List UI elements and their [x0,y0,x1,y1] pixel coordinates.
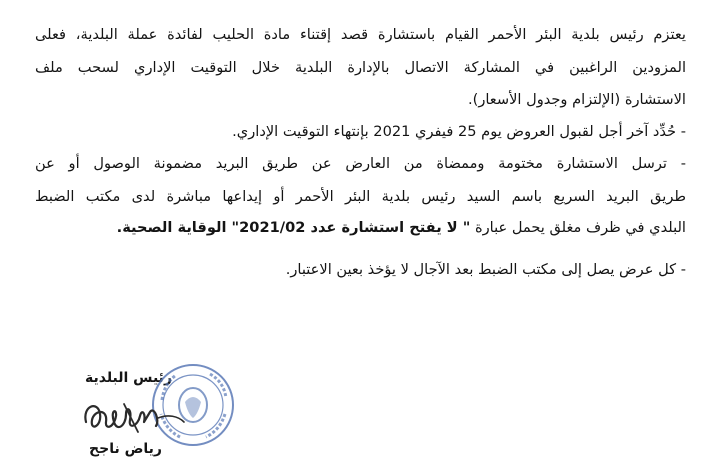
envelope-label-bold: " لا يفتح استشارة عدد 2021/02" الوقاية الصحية. [116,219,471,236]
signatory-title: رئيس البلدية [84,370,172,386]
deadline-line: - حُدِّد آخر أجل لقبول العروض يوم 25 فيفري 2021 بإنتهاء التوقيت الإداري. [232,123,686,140]
signatory-name: رياض ناجح [89,441,162,457]
late-offers-line: - كل عرض يصل إلى مكتب الضبط بعد الآجال لا يؤخذ بعين الاعتبار. [285,261,686,278]
envelope-text: البلدي في ظرف مغلق يحمل عبارة [474,219,686,236]
envelope-line [117,218,686,238]
submission-line-2: طريق البريد السريع باسم السيد رئيس بلدية البئر الأحمر أو إيداعها مباشرة لدى مكتب الضبط [35,188,686,205]
handwritten-signature-icon [80,392,190,440]
body-line-1: يعتزم رئيس بلدية البئر الأحمر القيام باستشارة قصد إقتناء مادة الحليب لفائدة عملة البلدية، فعلى [35,26,686,43]
submission-line-1: - ترسل الاستشارة مختومة وممضاة من العارض عن طريق البريد مضمونة الوصول أو عن [35,155,686,172]
body-line-3: الاستشارة (الإلتزام وجدول الأسعار). [467,91,686,108]
body-line-2: المزودين الراغبين في المشاركة الاتصال بالإدارة البلدية خلال التوقيت الإداري لسحب ملف [35,59,686,76]
